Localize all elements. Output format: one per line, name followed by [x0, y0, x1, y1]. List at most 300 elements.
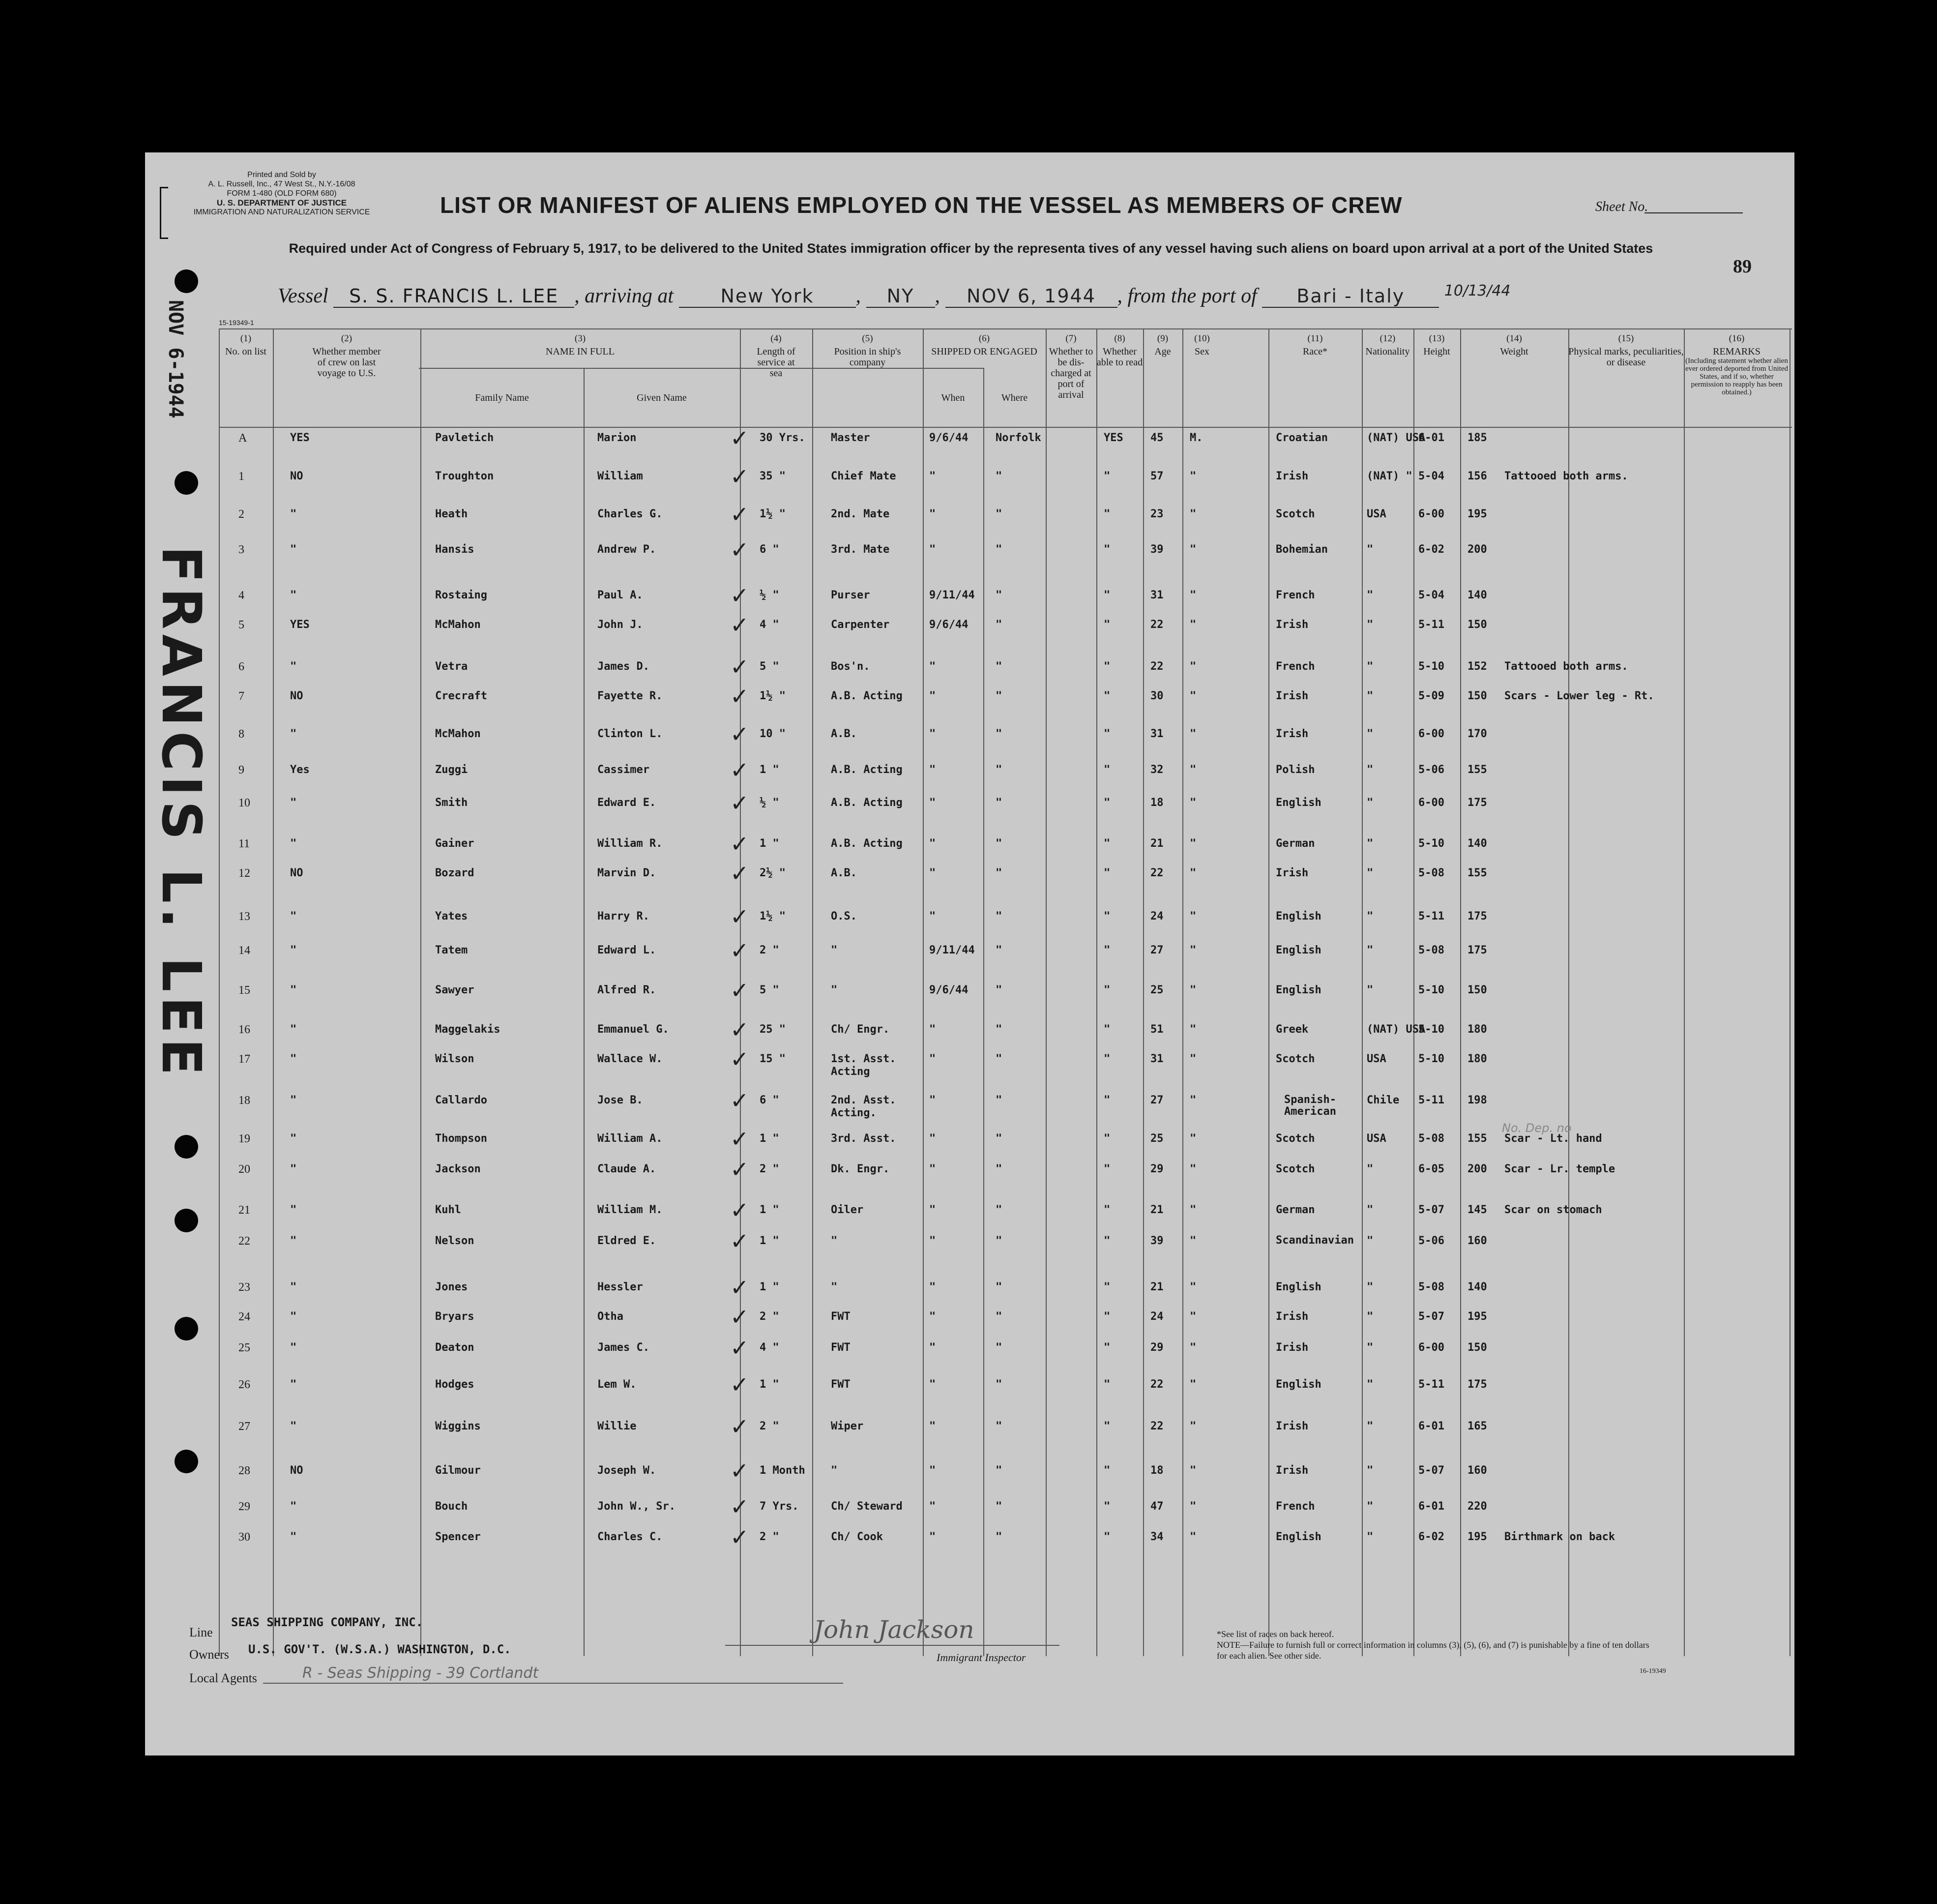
cell-no: 30 — [238, 1531, 250, 1544]
cell-where: " — [996, 728, 1002, 740]
cell-weight: 155 — [1467, 867, 1487, 879]
cell-marks: Scars - Lower leg - Rt. — [1504, 690, 1654, 702]
arriving-state: NY — [866, 285, 935, 308]
header-remarks: (16) REMARKS (Including statement whether alien ever ordered deported from United States, and if so, whether permission to reapply has been obtained.) — [1685, 333, 1789, 396]
cell-family: Pavletich — [435, 432, 494, 444]
cell-height: 6-01 — [1418, 1420, 1444, 1432]
punch-hole — [175, 269, 198, 293]
cell-weight: 140 — [1467, 589, 1487, 601]
cell-position: 3rd. Mate — [831, 543, 890, 556]
cell-read: " — [1104, 764, 1111, 776]
table-row — [219, 937, 1792, 974]
cell-race: French — [1276, 660, 1315, 673]
cell-age: 22 — [1150, 660, 1164, 673]
cell-marks: Scar - Lt. hand — [1504, 1132, 1602, 1145]
table-row — [219, 1274, 1792, 1310]
table-row — [219, 1087, 1792, 1124]
cell-age: 27 — [1150, 1094, 1164, 1106]
cell-given: Fayette R. — [597, 690, 663, 702]
header-age: (9) Age — [1154, 333, 1171, 357]
cell-given: Joseph W. — [597, 1464, 656, 1477]
cell-read: " — [1104, 984, 1111, 996]
cell-weight: 160 — [1467, 1235, 1487, 1247]
cell-marks: Tattooed both arms. — [1504, 470, 1628, 482]
cell-nat: " — [1367, 1500, 1374, 1513]
cell-nat: " — [1367, 1281, 1374, 1293]
imprint-line: IMMIGRATION AND NATURALIZATION SERVICE — [193, 208, 370, 216]
cell-height: 5-04 — [1418, 470, 1444, 482]
cell-read: " — [1104, 690, 1111, 702]
cell-weight: 145 — [1467, 1204, 1487, 1216]
cell-read: " — [1104, 1094, 1111, 1106]
cell-weight: 140 — [1467, 837, 1487, 850]
cell-when: " — [929, 1235, 936, 1247]
cell-where: " — [996, 1204, 1002, 1216]
cell-height: 5-11 — [1418, 1094, 1444, 1106]
rule — [219, 328, 1792, 329]
check-mark-icon: ✓ — [730, 831, 749, 857]
cell-weight: 150 — [1467, 984, 1487, 996]
cell-sex: " — [1190, 1500, 1197, 1513]
cell-where: " — [996, 837, 1002, 850]
cell-given: Charles C. — [597, 1531, 663, 1543]
sheet-no-blank — [1644, 212, 1743, 213]
cell-height: 6-05 — [1418, 1163, 1444, 1175]
cell-given: James D. — [597, 660, 649, 673]
cell-service: 6 " — [760, 543, 779, 556]
cell-prev: " — [290, 1378, 297, 1391]
cell-given: William A. — [597, 1132, 663, 1145]
cell-given: Paul A. — [597, 589, 643, 601]
cell-age: 22 — [1150, 867, 1164, 879]
cell-given: Lem W. — [597, 1378, 637, 1391]
check-mark-icon: ✓ — [730, 582, 749, 609]
cell-read: " — [1104, 1163, 1111, 1175]
cell-sex: " — [1190, 1053, 1197, 1065]
cell-when: " — [929, 1341, 936, 1354]
cell-weight: 150 — [1467, 1341, 1487, 1354]
check-mark-icon: ✓ — [730, 501, 749, 528]
cell-service: 6 " — [760, 1094, 779, 1106]
cell-where: " — [996, 1094, 1002, 1106]
cell-service: 1 " — [760, 1281, 779, 1293]
cell-nat: " — [1367, 910, 1374, 922]
cell-given: Willie — [597, 1420, 637, 1432]
cell-service: 2 " — [760, 1420, 779, 1432]
check-mark-icon: ✓ — [730, 903, 749, 930]
cell-given: Harry R. — [597, 910, 649, 922]
cell-sex: " — [1190, 690, 1197, 702]
cell-race: Irish — [1276, 690, 1309, 702]
rule — [219, 427, 1792, 428]
cell-height: 6-01 — [1418, 432, 1444, 444]
cell-service: ½ " — [760, 797, 779, 809]
cell-race: Irish — [1276, 470, 1309, 482]
cell-weight: 185 — [1467, 432, 1487, 444]
cell-no: 6 — [238, 660, 244, 673]
cell-weight: 150 — [1467, 690, 1487, 702]
cell-prev: " — [290, 1023, 297, 1036]
table-row — [219, 1016, 1792, 1053]
table-row — [219, 1304, 1792, 1340]
check-mark-icon: ✓ — [730, 683, 749, 710]
cell-height: 5-08 — [1418, 867, 1444, 879]
check-mark-icon: ✓ — [730, 1458, 749, 1484]
cell-prev: " — [290, 728, 297, 740]
check-mark-icon: ✓ — [730, 425, 749, 451]
cell-read: " — [1104, 508, 1111, 520]
header-height: (13) Height — [1423, 333, 1450, 357]
cell-age: 31 — [1150, 589, 1164, 601]
cell-family: Nelson — [435, 1235, 474, 1247]
cell-service: 2½ " — [760, 867, 786, 879]
cell-age: 25 — [1150, 1132, 1164, 1145]
cell-prev: " — [290, 837, 297, 850]
cell-marks: Scar on stomach — [1504, 1204, 1602, 1216]
note-races: *See list of races on back hereof. — [1217, 1629, 1334, 1639]
cell-weight: 200 — [1467, 1163, 1487, 1175]
table-row — [219, 860, 1792, 896]
cell-read: " — [1104, 1132, 1111, 1145]
cell-position: A.B. — [831, 728, 857, 740]
punch-hole — [175, 471, 198, 495]
cell-race: Irish — [1276, 867, 1309, 879]
check-mark-icon: ✓ — [730, 1493, 749, 1520]
table-row — [219, 501, 1792, 537]
cell-race: English — [1276, 797, 1321, 809]
check-mark-icon: ✓ — [730, 1413, 749, 1440]
table-row — [219, 757, 1792, 793]
check-mark-icon: ✓ — [730, 1126, 749, 1152]
header-family-name: Family Name — [475, 392, 529, 403]
table-row — [219, 1458, 1792, 1494]
header-given-name: Given Name — [637, 392, 687, 403]
cell-family: Troughton — [435, 470, 494, 482]
cell-prev: " — [290, 1420, 297, 1432]
cell-when: " — [929, 764, 936, 776]
sheet-no-label: Sheet No. — [1595, 199, 1648, 214]
cell-marks: Scar - Lr. temple — [1504, 1163, 1615, 1175]
cell-height: 5-11 — [1418, 1378, 1444, 1391]
imprint-line: U. S. DEPARTMENT OF JUSTICE — [216, 198, 347, 208]
cell-nat: " — [1367, 764, 1374, 776]
cell-prev: " — [290, 508, 297, 520]
cell-race: Polish — [1276, 764, 1315, 776]
cell-height: 6-00 — [1418, 1341, 1444, 1354]
cell-given: John W., Sr. — [597, 1500, 675, 1513]
cell-age: 21 — [1150, 1281, 1164, 1293]
cell-position: A.B. — [831, 867, 857, 879]
table-row — [219, 612, 1792, 648]
cell-read: " — [1104, 797, 1111, 809]
owners-label: Owners — [189, 1647, 229, 1662]
cell-where: " — [996, 1235, 1002, 1247]
check-mark-icon: ✓ — [730, 860, 749, 887]
cell-prev: NO — [290, 1464, 303, 1477]
cell-read: " — [1104, 1500, 1111, 1513]
cell-nat: " — [1367, 867, 1374, 879]
cell-read: " — [1104, 1023, 1111, 1036]
table-row — [219, 1228, 1792, 1264]
cell-read: " — [1104, 619, 1111, 631]
header-discharged: (7) Whether to be dis-charged at port of arrival — [1049, 333, 1093, 400]
cell-race: English — [1276, 1281, 1321, 1293]
cell-race: French — [1276, 589, 1315, 601]
cell-where: " — [996, 944, 1002, 956]
cell-where: " — [996, 589, 1002, 601]
cell-read: " — [1104, 1531, 1111, 1543]
cell-position: A.B. Acting — [831, 690, 903, 702]
cell-family: Maggelakis — [435, 1023, 500, 1036]
cell-height: 6-00 — [1418, 508, 1444, 520]
cell-position: Bos'n. — [831, 660, 870, 673]
cell-prev: " — [290, 543, 297, 556]
table-row — [219, 903, 1792, 940]
cell-sex: " — [1190, 508, 1197, 520]
cell-height: 5-10 — [1418, 837, 1444, 850]
cell-sex: " — [1190, 660, 1197, 673]
cell-no: 24 — [238, 1310, 250, 1323]
check-mark-icon: ✓ — [730, 1046, 749, 1072]
cell-height: 5-10 — [1418, 1023, 1444, 1036]
cell-race: German — [1276, 837, 1315, 850]
cell-given: Claude A. — [597, 1163, 656, 1175]
cell-where: " — [996, 690, 1002, 702]
cell-prev: " — [290, 1163, 297, 1175]
cell-family: Bryars — [435, 1310, 474, 1323]
cell-race: Greek — [1276, 1023, 1309, 1036]
cell-height: 5-10 — [1418, 984, 1444, 996]
cell-service: 1½ " — [760, 910, 786, 922]
cell-height: 5-07 — [1418, 1310, 1444, 1323]
cell-nat: " — [1367, 543, 1374, 556]
form-code: 15-19349-1 — [219, 319, 254, 327]
punch-hole — [175, 1135, 198, 1159]
cell-marks: Birthmark on back — [1504, 1531, 1615, 1543]
cell-no: 10 — [238, 797, 250, 809]
cell-given: William M. — [597, 1204, 663, 1216]
cell-weight: 165 — [1467, 1420, 1487, 1432]
cell-given: Alfred R. — [597, 984, 656, 996]
cell-when: " — [929, 867, 936, 879]
cell-given: Otha — [597, 1310, 623, 1323]
cell-weight: 175 — [1467, 910, 1487, 922]
cell-family: McMahon — [435, 728, 481, 740]
cell-nat: " — [1367, 1341, 1374, 1354]
cell-service: 1 " — [760, 1204, 779, 1216]
cell-nat: " — [1367, 984, 1374, 996]
form-title: LIST OR MANIFEST OF ALIENS EMPLOYED ON THE VESSEL AS MEMBERS OF CREW — [440, 192, 1403, 218]
cell-given: Cassimer — [597, 764, 649, 776]
cell-service: 1 " — [760, 1235, 779, 1247]
cell-race: English — [1276, 984, 1321, 996]
cell-nat: (NAT) " — [1367, 470, 1412, 482]
table-row — [219, 1493, 1792, 1530]
cell-age: 29 — [1150, 1163, 1164, 1175]
cell-given: John J. — [597, 619, 643, 631]
cell-nat: " — [1367, 1420, 1374, 1432]
cell-height: 5-08 — [1418, 1281, 1444, 1293]
cell-no: 13 — [238, 910, 250, 923]
manifest-sheet — [145, 152, 1794, 1755]
cell-position: A.B. Acting — [831, 797, 903, 809]
cell-when: " — [929, 660, 936, 673]
cell-age: 25 — [1150, 984, 1164, 996]
cell-read: " — [1104, 1281, 1111, 1293]
cell-no: 29 — [238, 1500, 250, 1513]
cell-position: " — [831, 944, 838, 956]
cell-service: 4 " — [760, 1341, 779, 1354]
cell-height: 5-04 — [1418, 589, 1444, 601]
cell-nat: (NAT) USA — [1367, 1023, 1426, 1036]
cell-height: 5-10 — [1418, 660, 1444, 673]
rule — [801, 368, 983, 369]
cell-no: 14 — [238, 944, 250, 957]
cell-when: 9/11/44 — [929, 944, 975, 956]
cell-height: 5-10 — [1418, 1053, 1444, 1065]
cell-given: Emmanuel G. — [597, 1023, 669, 1036]
cell-weight: 155 — [1467, 1132, 1487, 1145]
cell-where: " — [996, 1163, 1002, 1175]
cell-sex: " — [1190, 1163, 1197, 1175]
cell-sex: " — [1190, 764, 1197, 776]
cell-no: 11 — [238, 837, 250, 850]
cell-read: " — [1104, 910, 1111, 922]
check-mark-icon: ✓ — [730, 1524, 749, 1550]
cell-when: " — [929, 1053, 936, 1065]
header-service: (4) Length of service at sea — [757, 333, 795, 379]
cell-read: " — [1104, 837, 1111, 850]
cell-no: 23 — [238, 1281, 250, 1294]
cell-prev: " — [290, 1500, 297, 1513]
cell-given: James C. — [597, 1341, 649, 1354]
vessel-label: Vessel — [278, 285, 328, 307]
table-row — [219, 721, 1792, 757]
header-when: When — [941, 392, 965, 403]
cell-where: " — [996, 984, 1002, 996]
cell-sex: " — [1190, 867, 1197, 879]
check-mark-icon: ✓ — [730, 977, 749, 1004]
cell-race: Bohemian — [1276, 543, 1328, 556]
cell-service: 30 Yrs. — [760, 432, 805, 444]
header-position: (5) Position in ship's company — [834, 333, 901, 368]
cell-position: Master — [831, 432, 870, 444]
cell-service: 1 " — [760, 764, 779, 776]
cell-race: Scotch — [1276, 508, 1315, 520]
cell-sex: M. — [1190, 432, 1203, 444]
cell-read: " — [1104, 1053, 1111, 1065]
cell-service: 4 " — [760, 619, 779, 631]
table-row — [219, 536, 1792, 573]
cell-sex: " — [1190, 910, 1197, 922]
cell-race: Scotch — [1276, 1163, 1315, 1175]
cell-height: 5-08 — [1418, 944, 1444, 956]
cell-prev: " — [290, 1235, 297, 1247]
vessel-name: S. S. FRANCIS L. LEE — [333, 285, 574, 308]
cell-sex: " — [1190, 543, 1197, 556]
ship-name-margin — [150, 546, 223, 1080]
cell-family: Thompson — [435, 1132, 487, 1145]
cell-age: 21 — [1150, 837, 1164, 850]
cell-given: Edward E. — [597, 797, 656, 809]
imprint-line: A. L. Russell, Inc., 47 West St., N.Y.-16/08 — [208, 180, 355, 188]
table-row — [219, 582, 1792, 619]
cell-prev: YES — [290, 619, 310, 631]
cell-position: A.B. Acting — [831, 837, 903, 850]
cell-no: 12 — [238, 867, 250, 880]
cell-age: 34 — [1150, 1531, 1164, 1543]
cell-sex: " — [1190, 1310, 1197, 1323]
cell-service: 5 " — [760, 984, 779, 996]
cell-height: 5-06 — [1418, 764, 1444, 776]
cell-weight: 155 — [1467, 764, 1487, 776]
cell-sex: " — [1190, 1464, 1197, 1477]
cell-given: Jose B. — [597, 1094, 643, 1106]
printer-imprint — [164, 170, 400, 217]
cell-where: " — [996, 1341, 1002, 1354]
check-mark-icon: ✓ — [730, 1335, 749, 1361]
cell-position: " — [831, 1464, 838, 1477]
punch-hole — [175, 1209, 198, 1232]
cell-service: 5 " — [760, 660, 779, 673]
cell-race: French — [1276, 1500, 1315, 1513]
cell-where: " — [996, 1053, 1002, 1065]
cell-age: 31 — [1150, 728, 1164, 740]
cell-no: 5 — [238, 619, 244, 631]
cell-height: 5-11 — [1418, 619, 1444, 631]
manifest-table — [219, 328, 1792, 1656]
cell-no: 16 — [238, 1023, 250, 1036]
cell-family: Jones — [435, 1281, 468, 1293]
cell-height: 5-09 — [1418, 690, 1444, 702]
check-mark-icon: ✓ — [730, 1371, 749, 1398]
cell-when: " — [929, 797, 936, 809]
cell-race: Irish — [1276, 1464, 1309, 1477]
cell-height: 5-08 — [1418, 1132, 1444, 1145]
cell-weight: 156 — [1467, 470, 1487, 482]
cell-given: Hessler — [597, 1281, 643, 1293]
cell-prev: " — [290, 1341, 297, 1354]
cell-nat: " — [1367, 944, 1374, 956]
note-penalty: NOTE—Failure to furnish full or correct information in columns (3), (5), (6), and (7) is punishable by a fine of ten dollars for each alien. See other side. — [1217, 1640, 1649, 1661]
cell-no: 2 — [238, 508, 244, 521]
cell-prev: " — [290, 944, 297, 956]
cell-position: Ch/ Steward — [831, 1500, 903, 1513]
cell-service: 1 Month — [760, 1464, 805, 1477]
header-physical-marks: (15) Physical marks, peculiarities, or disease — [1568, 333, 1684, 368]
inspector-label: Immigrant Inspector — [937, 1651, 1026, 1664]
vessel-line: Vessel S. S. FRANCIS L. LEE , arriving at New York , NY , NOV 6, 1944 , from the port of Bari - Italy $^{10/13/44}$ — [278, 282, 1511, 307]
cell-where: " — [996, 867, 1002, 879]
cell-nat: USA — [1367, 508, 1386, 520]
cell-position: Chief Mate — [831, 470, 896, 482]
cell-nat: " — [1367, 1464, 1374, 1477]
cell-position: " — [831, 1235, 838, 1247]
cell-height: 5-07 — [1418, 1204, 1444, 1216]
cell-age: 24 — [1150, 1310, 1164, 1323]
punch-hole — [175, 1317, 198, 1340]
cell-service: 25 " — [760, 1023, 786, 1036]
cell-weight: 195 — [1467, 508, 1487, 520]
cell-where: " — [996, 508, 1002, 520]
table-row — [219, 1335, 1792, 1371]
cell-age: 22 — [1150, 1420, 1164, 1432]
cell-sex: " — [1190, 1204, 1197, 1216]
cell-age: 31 — [1150, 1053, 1164, 1065]
cell-where: " — [996, 1310, 1002, 1323]
cell-weight: 220 — [1467, 1500, 1487, 1513]
cell-no: 8 — [238, 728, 244, 741]
